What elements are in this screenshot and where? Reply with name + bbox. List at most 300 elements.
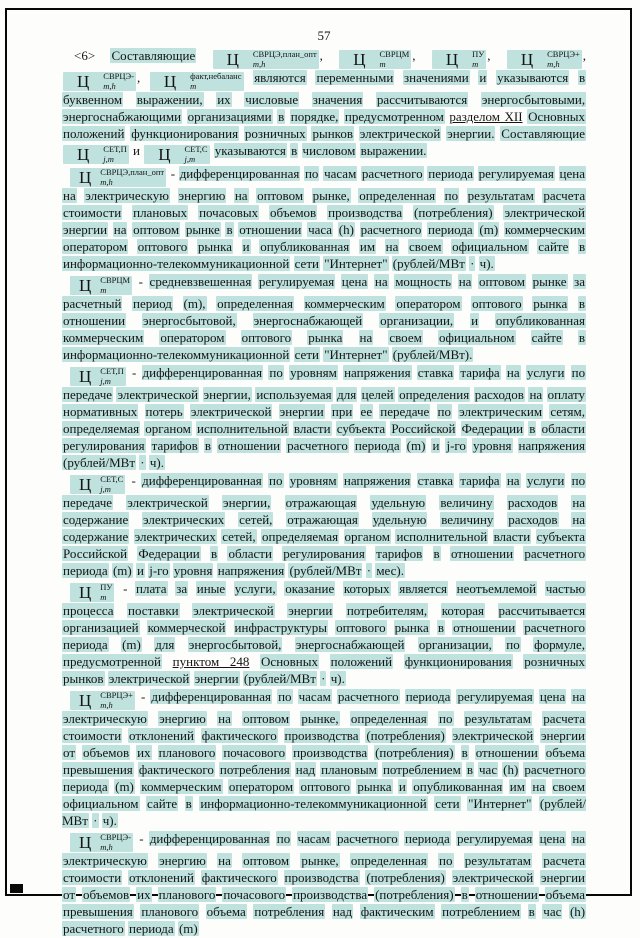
highlighted-word: оптового [336, 620, 386, 635]
formula [70, 276, 132, 295]
highlighted-word: по [439, 711, 453, 726]
highlighted-word: оказание [285, 581, 335, 596]
highlighted-word: рынков [312, 126, 353, 141]
formula-base: Ц [226, 50, 239, 69]
formula-subscript: m [100, 591, 107, 602]
highlighted-word: коммерческим [141, 779, 222, 794]
formula-superscript: ПУ [100, 582, 113, 592]
formula-superscript: СВРЦЭ+ [100, 690, 133, 700]
highlighted-word: опубликованная [413, 779, 503, 794]
highlighted-word: расчетного [524, 620, 585, 635]
formula-superscript: СЕТ,П [100, 366, 124, 376]
highlighted-word: розничных [524, 654, 586, 669]
highlighted-word: цена [559, 166, 585, 181]
formula-base: Ц [77, 145, 90, 164]
highlighted-word: расчета [543, 853, 585, 868]
formula-subscript: m,h [547, 58, 560, 69]
highlighted-word: сети [294, 347, 319, 362]
highlighted-word: расчетного [337, 689, 399, 704]
highlighted-word: ее [360, 404, 373, 419]
highlighted-word: им [359, 239, 376, 254]
highlighted-word: удельную [371, 495, 426, 510]
highlighted-word: в [578, 70, 586, 85]
highlighted-word: ставка [417, 365, 454, 380]
highlighted-word: на [374, 274, 388, 289]
formula-superscript: СЕТ,С [100, 474, 124, 484]
highlighted-word: своем [552, 779, 585, 794]
highlighted-word: стоимости [63, 728, 122, 743]
formula-base: Ц [353, 50, 366, 69]
highlighted-word: расчета [543, 711, 585, 726]
highlighted-word: регулирования [63, 438, 145, 453]
highlighted-word: средневзвешенная [149, 274, 252, 289]
highlighted-word: своем [409, 239, 442, 254]
paragraph: Ц СВРЦЭ- m,h - дифференцированная по часам расчетного периода регулируемая цена на электрическую энергию на оптовом рынке, определенная по результатам расчета стоимости отклонений фактического производства (потребления) электрической энергии от объемов их планового почасового производства (потребления) в отношении объема превышения планового объема потребления над фактическим потреблением в час (h) расчетного периода (m) [63, 831, 586, 936]
formula-base: Ц [520, 50, 534, 69]
highlighted-word: организациями [187, 109, 272, 124]
highlighted-word: рынка [533, 296, 568, 311]
formula-base: Ц [77, 72, 90, 91]
highlighted-word: информационно-телекоммуникационной [63, 347, 290, 362]
highlighted-word: органом [145, 421, 191, 436]
highlighted-word: ч). [330, 671, 345, 686]
highlighted-word: фактического [201, 870, 277, 885]
highlighted-word: оператором [160, 330, 225, 345]
highlighted-word: (m) [115, 779, 134, 794]
scan-artifact [10, 884, 23, 893]
highlighted-word: розничных [244, 126, 306, 141]
highlighted-word: рынка [394, 620, 429, 635]
highlighted-word: регулируемая [457, 689, 533, 704]
formula-scripts [368, 50, 410, 69]
highlighted-word: передаче [63, 495, 112, 510]
highlighted-word: планового [158, 887, 216, 902]
highlighted-word: поставки [128, 603, 179, 618]
highlighted-word: "Интернет" [468, 796, 532, 811]
highlighted-word: рынке, [301, 853, 339, 868]
formula-scripts [460, 50, 484, 69]
highlighted-word: расходов [508, 512, 558, 527]
highlighted-word: · [93, 813, 98, 828]
highlighted-word: оптового [241, 330, 292, 345]
highlighted-word: содержание [63, 529, 129, 544]
formula-subscript: j,m [184, 153, 196, 164]
highlighted-word: (рублей/МВт [243, 671, 316, 686]
highlighted-word: по [304, 166, 319, 181]
highlighted-word: выражении. [360, 143, 427, 158]
highlighted-word: "Интернет" [324, 256, 388, 271]
highlighted-word: (m) [112, 563, 132, 578]
highlighted-word: передаче [380, 404, 430, 419]
highlighted-word: по [269, 365, 283, 380]
formula-subscript: m,h [100, 176, 113, 187]
highlighted-word: удельную [372, 512, 427, 527]
highlighted-word: энергии, [223, 495, 271, 510]
highlighted-word: предусмотренной [63, 654, 161, 669]
highlighted-word: рынке [532, 274, 567, 289]
highlighted-word: (m) [479, 222, 499, 237]
highlighted-word: по [276, 831, 291, 846]
highlighted-word: определенная [359, 188, 436, 203]
highlighted-word: услуги, [234, 581, 276, 596]
document-link[interactable]: разделом XII [449, 109, 523, 124]
highlighted-word: по [506, 637, 520, 652]
highlighted-word: в [211, 546, 218, 561]
highlighted-word: над [295, 762, 316, 777]
highlighted-word: (h) [338, 222, 354, 237]
formula-base: Ц [79, 691, 92, 710]
formula [213, 50, 319, 69]
highlighted-word: энергию [159, 711, 206, 726]
highlighted-word: периода [63, 563, 108, 578]
paragraph: Ц ПУ m - плата за иные услуги, оказание которых является неотъемлемой частью процесса поставки электрической энергии потребителям, которая рассчитывается организацией коммерческой инфраструктуры оптового рынка в отношении расчетного периода (m) для энергосбытовой, энергоснабжающей организации, по формуле, предусмотренной пунктом 248 Основных положений функционирования розничных рынков электрической энергии (рублей/МВт · ч). [63, 581, 586, 686]
highlighted-word: величину [441, 512, 494, 527]
highlighted-word: отношении [453, 620, 516, 635]
highlighted-word: потреблением [442, 904, 521, 919]
formula-base: Ц [79, 276, 92, 295]
highlighted-word: производства [293, 745, 368, 760]
highlighted-word: исполнительной [197, 421, 288, 436]
highlighted-word: электрической [127, 495, 208, 510]
highlighted-word: регулируемая [258, 274, 335, 289]
highlighted-word: сетей, [222, 529, 256, 544]
highlighted-word: уровня [173, 563, 213, 578]
highlighted-word: напряжения [518, 438, 586, 453]
highlighted-word: их [217, 92, 231, 107]
highlighted-word: Составляющие [501, 126, 586, 141]
highlighted-word: на [532, 779, 546, 794]
highlighted-word: (рублей/МВт [392, 256, 465, 271]
highlighted-word: потребления [219, 762, 290, 777]
paragraph: Ц СВРЦМ m - средневзвешенная регулируемая цена на мощность на оптовом рынке за расчетный период (m), определенная коммерческим оператором оптового рынка в отношении энергосбытовой, энергоснабжающей организации, и опубликованная коммерческим оператором оптового рынка на своем официальном сайте в информационно-телекоммуникационной сети "Интернет" (рублей/МВт). [63, 274, 586, 362]
highlighted-word: периода [405, 689, 451, 704]
highlighted-word: расчетного [337, 831, 398, 846]
highlighted-word: энергии [279, 404, 324, 419]
paragraph: Ц СЕТ,С j,m - дифференцированная по уровням напряжения ставка тарифа на услуги по передаче электрической энергии, отражающая удельную величину расходов на содержание электрических сетей, отражающая удельную величину расходов на содержание электрических сетей, определяемая органом исполнительной власти субъекта Российской Федерации в области регулирования тарифов в отношении расчетного периода (m) и j-го уровня напряжения (рублей/МВт · мес). [63, 473, 586, 578]
highlighted-word: отклонений [128, 870, 194, 885]
formula-superscript: СЕТ,С [184, 144, 208, 154]
highlighted-word: объемов [270, 205, 317, 220]
highlighted-word: по [571, 473, 586, 488]
highlighted-word: для [337, 387, 357, 402]
highlighted-word: отражающая [287, 512, 358, 527]
formula-scripts [178, 72, 241, 91]
highlighted-word: рынков [63, 671, 104, 686]
formula [70, 168, 166, 187]
highlighted-word: электрическую [85, 188, 170, 203]
highlighted-word: энергосбытовыми, [481, 92, 586, 107]
highlighted-word: и [398, 779, 406, 794]
formula-base: Ц [79, 367, 92, 386]
paragraph: <6> Составляющие Ц СВРЦЭ,план_опт m,h , Ц СВРЦМ m , Ц ПУ m , Ц СВРЦЭ+ m,h , Ц СВРЦЭ- m,h , Ц факт,небаланс m являются переменными значениями и указываются в буквенном выражении, их числовые значения рассчитываются энергосбытовыми, энергоснабжающими организациями в порядке, предусмотренном разделом XII Основных положений функционирования розничных рынков электрической энергии. Составляющие Ц СЕТ,П j,m и Ц СЕТ,С j,m указываются в числовом выражении. [63, 48, 587, 164]
highlighted-word: и [432, 438, 440, 453]
highlighted-word: час [543, 904, 562, 919]
highlighted-word: расчета [543, 188, 586, 203]
highlighted-word: по [437, 404, 451, 419]
highlighted-word: электрической [108, 671, 190, 686]
highlighted-word: (m) [178, 921, 198, 936]
highlighted-word: электрическим [459, 404, 543, 419]
highlighted-word: при [331, 404, 353, 419]
highlighted-word: отношении [239, 222, 302, 237]
highlighted-word: отношении [475, 887, 538, 902]
highlighted-word: нормативных [63, 404, 138, 419]
formula-base: Ц [79, 168, 92, 187]
highlighted-word: энергии [194, 671, 239, 686]
highlighted-word: регулируемая [457, 831, 533, 846]
formula-subscript: m,h [100, 699, 113, 710]
highlighted-word: энергии, [203, 387, 251, 402]
highlighted-word: фактического [201, 728, 277, 743]
highlighted-word: ч). [479, 256, 494, 271]
highlighted-word: потребителям, [346, 603, 428, 618]
highlighted-word: превышения [63, 762, 133, 777]
highlighted-word: периода [428, 222, 473, 237]
formula-scripts [93, 168, 164, 187]
highlighted-word: инфраструктуры [234, 620, 327, 635]
highlighted-word: напряжения [343, 473, 411, 488]
highlighted-word: · [321, 671, 326, 686]
formula-scripts [93, 833, 131, 852]
highlighted-word: мес). [376, 563, 404, 578]
highlighted-word: и [479, 70, 487, 85]
formula [70, 475, 125, 494]
highlighted-word: субъекта [536, 529, 586, 544]
highlighted-word: оптовом [257, 188, 304, 203]
highlighted-word: рассчитываются [376, 92, 468, 107]
highlighted-word: сети [294, 256, 319, 271]
highlighted-word: объемов [83, 745, 130, 760]
highlighted-word: по [439, 853, 453, 868]
highlighted-word: тарифов [151, 438, 198, 453]
document-text [62, 47, 586, 937]
highlighted-word: цена [539, 689, 566, 704]
highlighted-word: электрических [134, 529, 216, 544]
formula-superscript: СВРЦЭ,план_опт [252, 49, 317, 59]
highlighted-word: иные [196, 581, 226, 596]
highlighted-word: коммерческой [147, 620, 226, 635]
highlighted-word: на [572, 512, 586, 527]
formula-superscript: СВРЦМ [379, 49, 410, 59]
highlighted-word: оптовом [479, 274, 526, 289]
highlighted-word: электрической [190, 404, 272, 419]
highlighted-word: на [572, 689, 586, 704]
highlighted-word: опубликованная [495, 313, 585, 328]
highlighted-word: ч). [102, 813, 117, 828]
formula-subscript: j,m [100, 483, 111, 494]
highlighted-word: дифференцированная [151, 689, 271, 704]
highlighted-word: цена [539, 831, 566, 846]
highlighted-word: сайте [147, 796, 178, 811]
highlighted-word: оптовом [243, 853, 290, 868]
highlighted-word: над [332, 904, 353, 919]
highlighted-word: значения [312, 92, 363, 107]
highlighted-word: на [572, 495, 586, 510]
highlighted-word: плата [136, 581, 167, 596]
highlighted-word: (потребления) [366, 870, 445, 885]
formula-subscript: m [190, 80, 197, 91]
highlighted-word: указываются [214, 143, 286, 158]
highlighted-word: электрической [193, 603, 274, 618]
highlighted-word: тарифов [376, 546, 423, 561]
highlighted-word: электрических [143, 512, 225, 527]
highlighted-word: услуги [526, 473, 565, 488]
highlighted-word: определенная [350, 711, 427, 726]
highlighted-word: периода [128, 921, 174, 936]
highlighted-word: результатам [467, 188, 534, 203]
highlighted-word: расходов [507, 495, 558, 510]
highlighted-word: сетям, [550, 404, 585, 419]
formula-scripts [241, 50, 317, 69]
formula-subscript: m [472, 58, 479, 69]
highlighted-word: почасового [223, 887, 286, 902]
highlighted-word: уровням [290, 365, 337, 380]
highlighted-word: по [571, 365, 586, 380]
highlighted-word: энергоснабжающей [253, 313, 363, 328]
formula-subscript: j,m [103, 153, 114, 164]
highlighted-word: (рублей/МВт). [392, 347, 473, 362]
formula-scripts [173, 145, 208, 164]
highlighted-word: организации, [418, 637, 492, 652]
highlighted-word: расчетный [63, 296, 122, 311]
highlighted-word: их [137, 887, 151, 902]
highlighted-word: неотъемлемой [456, 581, 537, 596]
formula-subscript: m,h [103, 80, 116, 91]
paragraph: Ц СВРЦЭ+ m,h - дифференцированная по часам расчетного периода регулируемая цена на электрическую энергию на оптовом рынке, определенная по результатам расчета стоимости отклонений фактического производства (потребления) электрической энергии от объемов их планового почасового производства (потребления) в отношении объема превышения фактического потребления над плановым потреблением в час (h) расчетного периода (m) коммерческим оператором оптового рынка и опубликованная им на своем официальном сайте в информационно-телекоммуникационной сети "Интернет" (рублей/МВт · ч). [62, 689, 587, 828]
highlighted-word: (потребления) [366, 728, 445, 743]
highlighted-word: официальном [63, 796, 139, 811]
highlighted-word: тарифа [460, 365, 500, 380]
highlighted-word: рынке [185, 222, 220, 237]
highlighted-word: планового [141, 904, 199, 919]
formula-scripts [93, 367, 123, 386]
formula-superscript: ПУ [472, 49, 485, 59]
highlighted-word: электрической [452, 728, 534, 743]
highlighted-word: (потребления) [375, 887, 454, 902]
highlighted-word: производства [293, 887, 368, 902]
highlighted-word: информационно-телекоммуникационной [63, 256, 290, 271]
formula [144, 145, 209, 164]
highlighted-word: период [133, 296, 172, 311]
highlighted-word: рынка [357, 779, 392, 794]
highlighted-word: исполнительной [396, 529, 488, 544]
document-link[interactable]: пунктом 248 [172, 654, 250, 669]
highlighted-word: органом [344, 529, 391, 544]
highlighted-word: энергоснабжающими [63, 109, 182, 124]
highlighted-word: энергии. [447, 126, 495, 141]
highlighted-word: указываются [497, 70, 569, 85]
highlighted-word: уровням [289, 473, 337, 488]
highlighted-word: рынке, [312, 188, 350, 203]
highlighted-word: числовые [245, 92, 299, 107]
highlighted-word: субъекта [336, 421, 386, 436]
highlighted-word: расчетного [360, 222, 422, 237]
highlighted-word: Основных [528, 109, 586, 124]
highlighted-word: своем [389, 330, 422, 345]
highlighted-word: j-го [149, 563, 169, 578]
highlighted-word: переменными [316, 70, 394, 85]
highlighted-word: · [470, 256, 475, 271]
highlighted-word: на [529, 387, 543, 402]
highlighted-word: производства [284, 870, 359, 885]
highlighted-word: энергосбытовой, [143, 313, 236, 328]
highlighted-word: в [226, 222, 233, 237]
highlighted-word: "Интернет" [324, 347, 388, 362]
highlighted-word: тарифа [460, 473, 500, 488]
highlighted-word: мощность [395, 274, 452, 289]
highlighted-word: им [509, 779, 525, 794]
highlighted-word: расчетного [63, 921, 124, 936]
highlighted-word: электрическую [63, 853, 147, 868]
highlighted-word: сети [435, 796, 460, 811]
highlighted-word: от [63, 887, 76, 902]
highlighted-word: электрической [504, 205, 586, 220]
highlighted-word: электрической [117, 387, 199, 402]
highlighted-word: результатам [464, 711, 532, 726]
highlighted-word: в [437, 620, 444, 635]
highlighted-word: определенная [350, 853, 427, 868]
highlighted-word: буквенном [63, 92, 123, 107]
highlighted-word: в [185, 796, 192, 811]
highlighted-word: потреблением [382, 762, 461, 777]
highlighted-word: отношении [63, 313, 126, 328]
highlighted-word: организации, [380, 313, 454, 328]
page-number: 57 [317, 28, 331, 43]
highlighted-word: рынке, [301, 711, 339, 726]
highlighted-word: от [63, 745, 76, 760]
highlighted-word: выражении, [136, 92, 203, 107]
highlighted-word: по [444, 188, 459, 203]
highlighted-word: оператором [228, 779, 294, 794]
highlighted-word: целей [361, 387, 394, 402]
highlighted-word: оптовом [243, 711, 290, 726]
highlighted-word: потерь [145, 404, 183, 419]
highlighted-word: электрическую [63, 711, 147, 726]
highlighted-word: объема [545, 887, 585, 902]
formula [150, 72, 244, 91]
highlighted-word: процесса [63, 603, 114, 618]
highlighted-word: по [269, 473, 283, 488]
highlighted-word: оптовом [133, 222, 180, 237]
highlighted-word: часам [324, 166, 357, 181]
formula-base: Ц [79, 833, 92, 852]
highlighted-word: и [242, 239, 250, 254]
highlighted-word: ч). [149, 455, 164, 470]
highlighted-word: периода [405, 831, 450, 846]
highlighted-word: оператором [63, 239, 128, 254]
highlighted-word: области [228, 546, 272, 561]
highlighted-word: положений [63, 126, 125, 141]
highlighted-word: энергосбытовой, [188, 637, 282, 652]
formula-subscript: m,h [100, 841, 113, 852]
formula [70, 833, 133, 852]
highlighted-word: · [366, 563, 372, 578]
highlighted-word: в [578, 239, 586, 254]
highlighted-word: определенная [217, 296, 293, 311]
highlighted-word: · [140, 455, 145, 470]
formula-superscript: СВРЦЭ- [103, 71, 134, 81]
highlighted-word: энергии [288, 603, 333, 618]
highlighted-word: используемая [256, 387, 332, 402]
highlighted-word: коммерческим [504, 222, 586, 237]
formula-scripts [91, 145, 126, 164]
highlighted-word: на [506, 473, 520, 488]
highlighted-word: отношении [450, 546, 514, 561]
highlighted-word: Составляющие [111, 48, 196, 63]
highlighted-word: стоимости [63, 205, 122, 220]
formula-scripts [93, 691, 133, 710]
highlighted-word: плановых [133, 205, 188, 220]
